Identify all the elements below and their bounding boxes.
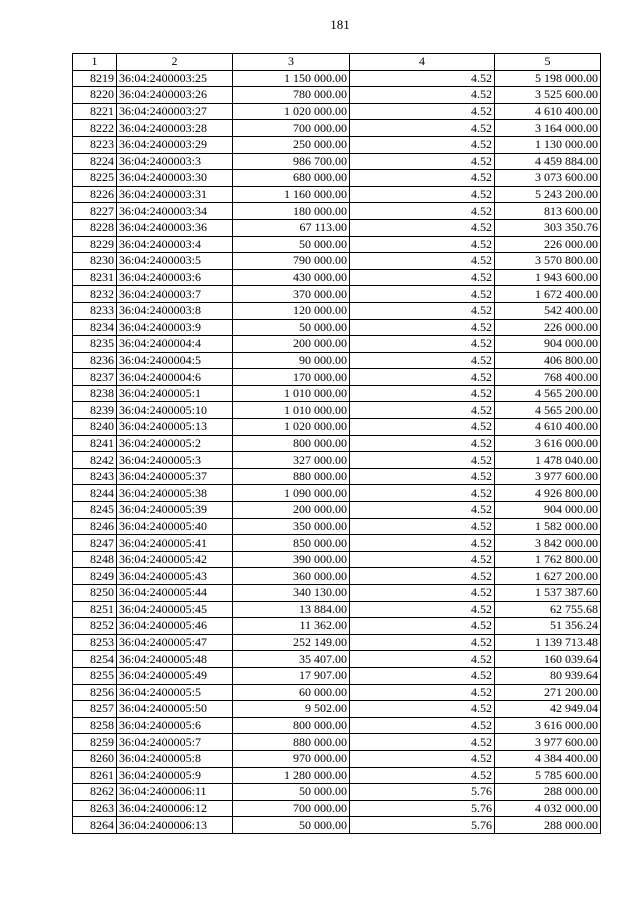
cadastral-number-cell: 36:04:2400006:12 xyxy=(117,800,233,817)
column-header-1: 1 xyxy=(73,54,117,71)
rate-cell: 4.52 xyxy=(350,103,495,120)
rate-cell: 4.52 xyxy=(350,186,495,203)
table-row xyxy=(73,767,601,784)
table-row xyxy=(73,634,601,651)
cadastral-number-cell: 36:04:2400005:8 xyxy=(117,750,233,767)
table-row xyxy=(73,485,601,502)
row-number-cell: 8221 xyxy=(73,103,117,120)
value-cell: 1 020 000.00 xyxy=(233,103,350,120)
value-cell: 1 010 000.00 xyxy=(233,385,350,402)
amount-cell: 3 616 000.00 xyxy=(495,435,601,452)
value-cell: 50 000.00 xyxy=(233,319,350,336)
column-header-2: 2 xyxy=(117,54,233,71)
table-row xyxy=(73,286,601,303)
column-header-5: 5 xyxy=(495,54,601,71)
rate-cell: 4.52 xyxy=(350,734,495,751)
table-row xyxy=(73,170,601,187)
cadastral-number-cell: 36:04:2400005:45 xyxy=(117,601,233,618)
value-cell: 430 000.00 xyxy=(233,269,350,286)
cadastral-number-cell: 36:04:2400005:1 xyxy=(117,385,233,402)
cadastral-number-cell: 36:04:2400005:42 xyxy=(117,551,233,568)
cadastral-number-cell: 36:04:2400005:48 xyxy=(117,651,233,668)
value-cell: 986 700.00 xyxy=(233,153,350,170)
table-row xyxy=(73,452,601,469)
table-row xyxy=(73,236,601,253)
value-cell: 17 907.00 xyxy=(233,667,350,684)
rate-cell: 4.52 xyxy=(350,502,495,519)
amount-cell: 406 800.00 xyxy=(495,352,601,369)
amount-cell: 51 356.24 xyxy=(495,618,601,635)
amount-cell: 226 000.00 xyxy=(495,236,601,253)
rate-cell: 4.52 xyxy=(350,468,495,485)
table-row xyxy=(73,402,601,419)
table-row xyxy=(73,618,601,635)
value-cell: 880 000.00 xyxy=(233,468,350,485)
value-cell: 800 000.00 xyxy=(233,717,350,734)
column-header-3: 3 xyxy=(233,54,350,71)
value-cell: 850 000.00 xyxy=(233,535,350,552)
cadastral-number-cell: 36:04:2400003:8 xyxy=(117,302,233,319)
rate-cell: 5.76 xyxy=(350,817,495,834)
rate-cell: 4.52 xyxy=(350,485,495,502)
value-cell: 700 000.00 xyxy=(233,120,350,137)
cadastral-number-cell: 36:04:2400005:6 xyxy=(117,717,233,734)
value-cell: 340 130.00 xyxy=(233,585,350,602)
amount-cell: 80 939.64 xyxy=(495,667,601,684)
amount-cell: 3 616 000.00 xyxy=(495,717,601,734)
amount-cell: 303 350.76 xyxy=(495,219,601,236)
row-number-cell: 8239 xyxy=(73,402,117,419)
table-row xyxy=(73,336,601,353)
rate-cell: 4.52 xyxy=(350,369,495,386)
rate-cell: 5.76 xyxy=(350,784,495,801)
value-cell: 370 000.00 xyxy=(233,286,350,303)
table-row xyxy=(73,87,601,104)
table-row xyxy=(73,419,601,436)
page-number: 181 xyxy=(330,17,350,32)
rate-cell: 5.76 xyxy=(350,800,495,817)
table-row xyxy=(73,186,601,203)
cadastral-number-cell: 36:04:2400005:41 xyxy=(117,535,233,552)
row-number-cell: 8242 xyxy=(73,452,117,469)
rate-cell: 4.52 xyxy=(350,236,495,253)
amount-cell: 904 000.00 xyxy=(495,336,601,353)
cadastral-number-cell: 36:04:2400003:4 xyxy=(117,236,233,253)
amount-cell: 160 039.64 xyxy=(495,651,601,668)
row-number-cell: 8233 xyxy=(73,302,117,319)
cadastral-number-cell: 36:04:2400003:9 xyxy=(117,319,233,336)
cadastral-number-cell: 36:04:2400005:38 xyxy=(117,485,233,502)
rate-cell: 4.52 xyxy=(350,120,495,137)
amount-cell: 1 478 040.00 xyxy=(495,452,601,469)
row-number-cell: 8260 xyxy=(73,750,117,767)
amount-cell: 4 610 400.00 xyxy=(495,419,601,436)
value-cell: 67 113.00 xyxy=(233,219,350,236)
row-number-cell: 8244 xyxy=(73,485,117,502)
amount-cell: 3 977 600.00 xyxy=(495,468,601,485)
row-number-cell: 8256 xyxy=(73,684,117,701)
value-cell: 327 000.00 xyxy=(233,452,350,469)
amount-cell: 1 672 400.00 xyxy=(495,286,601,303)
amount-cell: 271 200.00 xyxy=(495,684,601,701)
cadastral-number-cell: 36:04:2400003:30 xyxy=(117,170,233,187)
rate-cell: 4.52 xyxy=(350,684,495,701)
rate-cell: 4.52 xyxy=(350,87,495,104)
cadastral-number-cell: 36:04:2400005:49 xyxy=(117,667,233,684)
rate-cell: 4.52 xyxy=(350,518,495,535)
value-cell: 90 000.00 xyxy=(233,352,350,369)
table-row xyxy=(73,601,601,618)
row-number-cell: 8238 xyxy=(73,385,117,402)
cadastral-number-cell: 36:04:2400005:13 xyxy=(117,419,233,436)
amount-cell: 1 627 200.00 xyxy=(495,568,601,585)
amount-cell: 4 384 400.00 xyxy=(495,750,601,767)
table-row xyxy=(73,568,601,585)
amount-cell: 4 032 000.00 xyxy=(495,800,601,817)
cadastral-number-cell: 36:04:2400005:47 xyxy=(117,634,233,651)
amount-cell: 4 610 400.00 xyxy=(495,103,601,120)
value-cell: 1 020 000.00 xyxy=(233,419,350,436)
rate-cell: 4.52 xyxy=(350,336,495,353)
table-row xyxy=(73,319,601,336)
rate-cell: 4.52 xyxy=(350,319,495,336)
row-number-cell: 8252 xyxy=(73,618,117,635)
table-row xyxy=(73,120,601,137)
cadastral-number-cell: 36:04:2400004:5 xyxy=(117,352,233,369)
cadastral-number-cell: 36:04:2400003:5 xyxy=(117,253,233,270)
cadastral-number-cell: 36:04:2400003:7 xyxy=(117,286,233,303)
amount-cell: 3 164 000.00 xyxy=(495,120,601,137)
row-number-cell: 8250 xyxy=(73,585,117,602)
value-cell: 250 000.00 xyxy=(233,136,350,153)
value-cell: 1 090 000.00 xyxy=(233,485,350,502)
amount-cell: 4 459 884.00 xyxy=(495,153,601,170)
row-number-cell: 8224 xyxy=(73,153,117,170)
row-number-cell: 8254 xyxy=(73,651,117,668)
rate-cell: 4.52 xyxy=(350,136,495,153)
table-row xyxy=(73,385,601,402)
cadastral-number-cell: 36:04:2400003:26 xyxy=(117,87,233,104)
cadastral-number-cell: 36:04:2400003:25 xyxy=(117,70,233,87)
row-number-cell: 8263 xyxy=(73,800,117,817)
cadastral-number-cell: 36:04:2400005:40 xyxy=(117,518,233,535)
row-number-cell: 8234 xyxy=(73,319,117,336)
table-row xyxy=(73,551,601,568)
rate-cell: 4.52 xyxy=(350,219,495,236)
table-row xyxy=(73,800,601,817)
rate-cell: 4.52 xyxy=(350,701,495,718)
cadastral-number-cell: 36:04:2400004:4 xyxy=(117,336,233,353)
table-body xyxy=(73,70,601,833)
cadastral-number-cell: 36:04:2400003:28 xyxy=(117,120,233,137)
value-cell: 700 000.00 xyxy=(233,800,350,817)
amount-cell: 226 000.00 xyxy=(495,319,601,336)
value-cell: 50 000.00 xyxy=(233,817,350,834)
cadastral-number-cell: 36:04:2400005:9 xyxy=(117,767,233,784)
cadastral-number-cell: 36:04:2400005:5 xyxy=(117,684,233,701)
value-cell: 1 150 000.00 xyxy=(233,70,350,87)
amount-cell: 4 565 200.00 xyxy=(495,402,601,419)
table-header-row xyxy=(73,54,601,71)
amount-cell: 4 926 800.00 xyxy=(495,485,601,502)
rate-cell: 4.52 xyxy=(350,352,495,369)
cadastral-number-cell: 36:04:2400005:3 xyxy=(117,452,233,469)
amount-cell: 813 600.00 xyxy=(495,203,601,220)
row-number-cell: 8240 xyxy=(73,419,117,436)
table-row xyxy=(73,369,601,386)
row-number-cell: 8251 xyxy=(73,601,117,618)
cadastral-number-cell: 36:04:2400003:31 xyxy=(117,186,233,203)
rate-cell: 4.52 xyxy=(350,302,495,319)
table-row xyxy=(73,585,601,602)
table-row xyxy=(73,518,601,535)
rate-cell: 4.52 xyxy=(350,269,495,286)
amount-cell: 904 000.00 xyxy=(495,502,601,519)
row-number-cell: 8227 xyxy=(73,203,117,220)
table-row xyxy=(73,667,601,684)
value-cell: 800 000.00 xyxy=(233,435,350,452)
cadastral-number-cell: 36:04:2400003:36 xyxy=(117,219,233,236)
row-number-cell: 8249 xyxy=(73,568,117,585)
rate-cell: 4.52 xyxy=(350,286,495,303)
cadastral-number-cell: 36:04:2400003:3 xyxy=(117,153,233,170)
amount-cell: 5 785 600.00 xyxy=(495,767,601,784)
amount-cell: 1 943 600.00 xyxy=(495,269,601,286)
row-number-cell: 8222 xyxy=(73,120,117,137)
value-cell: 50 000.00 xyxy=(233,236,350,253)
row-number-cell: 8257 xyxy=(73,701,117,718)
cadastral-number-cell: 36:04:2400005:39 xyxy=(117,502,233,519)
value-cell: 252 149.00 xyxy=(233,634,350,651)
cadastral-number-cell: 36:04:2400006:11 xyxy=(117,784,233,801)
rate-cell: 4.52 xyxy=(350,385,495,402)
rate-cell: 4.52 xyxy=(350,634,495,651)
row-number-cell: 8262 xyxy=(73,784,117,801)
rate-cell: 4.52 xyxy=(350,601,495,618)
rate-cell: 4.52 xyxy=(350,203,495,220)
amount-cell: 3 842 000.00 xyxy=(495,535,601,552)
cadastral-number-cell: 36:04:2400003:6 xyxy=(117,269,233,286)
rate-cell: 4.52 xyxy=(350,667,495,684)
table-row xyxy=(73,435,601,452)
value-cell: 390 000.00 xyxy=(233,551,350,568)
rate-cell: 4.52 xyxy=(350,750,495,767)
table-row xyxy=(73,253,601,270)
row-number-cell: 8261 xyxy=(73,767,117,784)
rate-cell: 4.52 xyxy=(350,253,495,270)
cadastral-number-cell: 36:04:2400005:7 xyxy=(117,734,233,751)
amount-cell: 288 000.00 xyxy=(495,817,601,834)
rate-cell: 4.52 xyxy=(350,618,495,635)
table-row xyxy=(73,817,601,834)
amount-cell: 542 400.00 xyxy=(495,302,601,319)
cadastral-number-cell: 36:04:2400005:43 xyxy=(117,568,233,585)
table-row xyxy=(73,734,601,751)
value-cell: 880 000.00 xyxy=(233,734,350,751)
cadastral-number-cell: 36:04:2400003:34 xyxy=(117,203,233,220)
table-row xyxy=(73,717,601,734)
column-header-4: 4 xyxy=(350,54,495,71)
rate-cell: 4.52 xyxy=(350,717,495,734)
rate-cell: 4.52 xyxy=(350,419,495,436)
amount-cell: 1 537 387.60 xyxy=(495,585,601,602)
table-row xyxy=(73,269,601,286)
table-row xyxy=(73,651,601,668)
rate-cell: 4.52 xyxy=(350,568,495,585)
value-cell: 200 000.00 xyxy=(233,336,350,353)
table-row xyxy=(73,784,601,801)
row-number-cell: 8246 xyxy=(73,518,117,535)
row-number-cell: 8255 xyxy=(73,667,117,684)
rate-cell: 4.52 xyxy=(350,70,495,87)
row-number-cell: 8241 xyxy=(73,435,117,452)
rate-cell: 4.52 xyxy=(350,585,495,602)
cadastral-number-cell: 36:04:2400003:29 xyxy=(117,136,233,153)
row-number-cell: 8264 xyxy=(73,817,117,834)
rate-cell: 4.52 xyxy=(350,452,495,469)
row-number-cell: 8253 xyxy=(73,634,117,651)
value-cell: 790 000.00 xyxy=(233,253,350,270)
amount-cell: 1 139 713.48 xyxy=(495,634,601,651)
row-number-cell: 8230 xyxy=(73,253,117,270)
row-number-cell: 8229 xyxy=(73,236,117,253)
amount-cell: 4 565 200.00 xyxy=(495,385,601,402)
table-row xyxy=(73,136,601,153)
row-number-cell: 8245 xyxy=(73,502,117,519)
amount-cell: 3 977 600.00 xyxy=(495,734,601,751)
table-row xyxy=(73,219,601,236)
table-row xyxy=(73,535,601,552)
row-number-cell: 8232 xyxy=(73,286,117,303)
rate-cell: 4.52 xyxy=(350,535,495,552)
row-number-cell: 8243 xyxy=(73,468,117,485)
table-row xyxy=(73,352,601,369)
table-row xyxy=(73,103,601,120)
amount-cell: 768 400.00 xyxy=(495,369,601,386)
amount-cell: 3 073 600.00 xyxy=(495,170,601,187)
value-cell: 200 000.00 xyxy=(233,502,350,519)
amount-cell: 42 949.04 xyxy=(495,701,601,718)
row-number-cell: 8219 xyxy=(73,70,117,87)
value-cell: 780 000.00 xyxy=(233,87,350,104)
row-number-cell: 8247 xyxy=(73,535,117,552)
cadastral-number-cell: 36:04:2400005:37 xyxy=(117,468,233,485)
row-number-cell: 8236 xyxy=(73,352,117,369)
amount-cell: 62 755.68 xyxy=(495,601,601,618)
table-row xyxy=(73,502,601,519)
amount-cell: 5 198 000.00 xyxy=(495,70,601,87)
cadastral-number-cell: 36:04:2400005:2 xyxy=(117,435,233,452)
row-number-cell: 8225 xyxy=(73,170,117,187)
row-number-cell: 8228 xyxy=(73,219,117,236)
amount-cell: 1 582 000.00 xyxy=(495,518,601,535)
row-number-cell: 8248 xyxy=(73,551,117,568)
value-cell: 1 010 000.00 xyxy=(233,402,350,419)
value-cell: 50 000.00 xyxy=(233,784,350,801)
row-number-cell: 8226 xyxy=(73,186,117,203)
amount-cell: 3 525 600.00 xyxy=(495,87,601,104)
rate-cell: 4.52 xyxy=(350,153,495,170)
value-cell: 1 160 000.00 xyxy=(233,186,350,203)
value-cell: 180 000.00 xyxy=(233,203,350,220)
cadastral-number-cell: 36:04:2400004:6 xyxy=(117,369,233,386)
value-cell: 13 884.00 xyxy=(233,601,350,618)
value-cell: 35 407.00 xyxy=(233,651,350,668)
table-row xyxy=(73,701,601,718)
rate-cell: 4.52 xyxy=(350,402,495,419)
row-number-cell: 8258 xyxy=(73,717,117,734)
table-row xyxy=(73,750,601,767)
value-cell: 9 502.00 xyxy=(233,701,350,718)
cadastral-number-cell: 36:04:2400006:13 xyxy=(117,817,233,834)
rate-cell: 4.52 xyxy=(350,551,495,568)
value-cell: 680 000.00 xyxy=(233,170,350,187)
table-row xyxy=(73,302,601,319)
row-number-cell: 8223 xyxy=(73,136,117,153)
table-row xyxy=(73,468,601,485)
value-cell: 1 280 000.00 xyxy=(233,767,350,784)
data-table xyxy=(72,53,601,834)
amount-cell: 1 130 000.00 xyxy=(495,136,601,153)
rate-cell: 4.52 xyxy=(350,767,495,784)
rate-cell: 4.52 xyxy=(350,435,495,452)
value-cell: 120 000.00 xyxy=(233,302,350,319)
amount-cell: 5 243 200.00 xyxy=(495,186,601,203)
row-number-cell: 8235 xyxy=(73,336,117,353)
row-number-cell: 8220 xyxy=(73,87,117,104)
table-row xyxy=(73,684,601,701)
row-number-cell: 8237 xyxy=(73,369,117,386)
cadastral-number-cell: 36:04:2400005:10 xyxy=(117,402,233,419)
table-row xyxy=(73,203,601,220)
rate-cell: 4.52 xyxy=(350,651,495,668)
row-number-cell: 8259 xyxy=(73,734,117,751)
row-number-cell: 8231 xyxy=(73,269,117,286)
cadastral-number-cell: 36:04:2400003:27 xyxy=(117,103,233,120)
cadastral-number-cell: 36:04:2400005:50 xyxy=(117,701,233,718)
amount-cell: 288 000.00 xyxy=(495,784,601,801)
cadastral-number-cell: 36:04:2400005:44 xyxy=(117,585,233,602)
amount-cell: 1 762 800.00 xyxy=(495,551,601,568)
value-cell: 970 000.00 xyxy=(233,750,350,767)
cadastral-number-cell: 36:04:2400005:46 xyxy=(117,618,233,635)
value-cell: 11 362.00 xyxy=(233,618,350,635)
value-cell: 360 000.00 xyxy=(233,568,350,585)
amount-cell: 3 570 800.00 xyxy=(495,253,601,270)
value-cell: 350 000.00 xyxy=(233,518,350,535)
value-cell: 170 000.00 xyxy=(233,369,350,386)
rate-cell: 4.52 xyxy=(350,170,495,187)
value-cell: 60 000.00 xyxy=(233,684,350,701)
table-row xyxy=(73,70,601,87)
table-row xyxy=(73,153,601,170)
